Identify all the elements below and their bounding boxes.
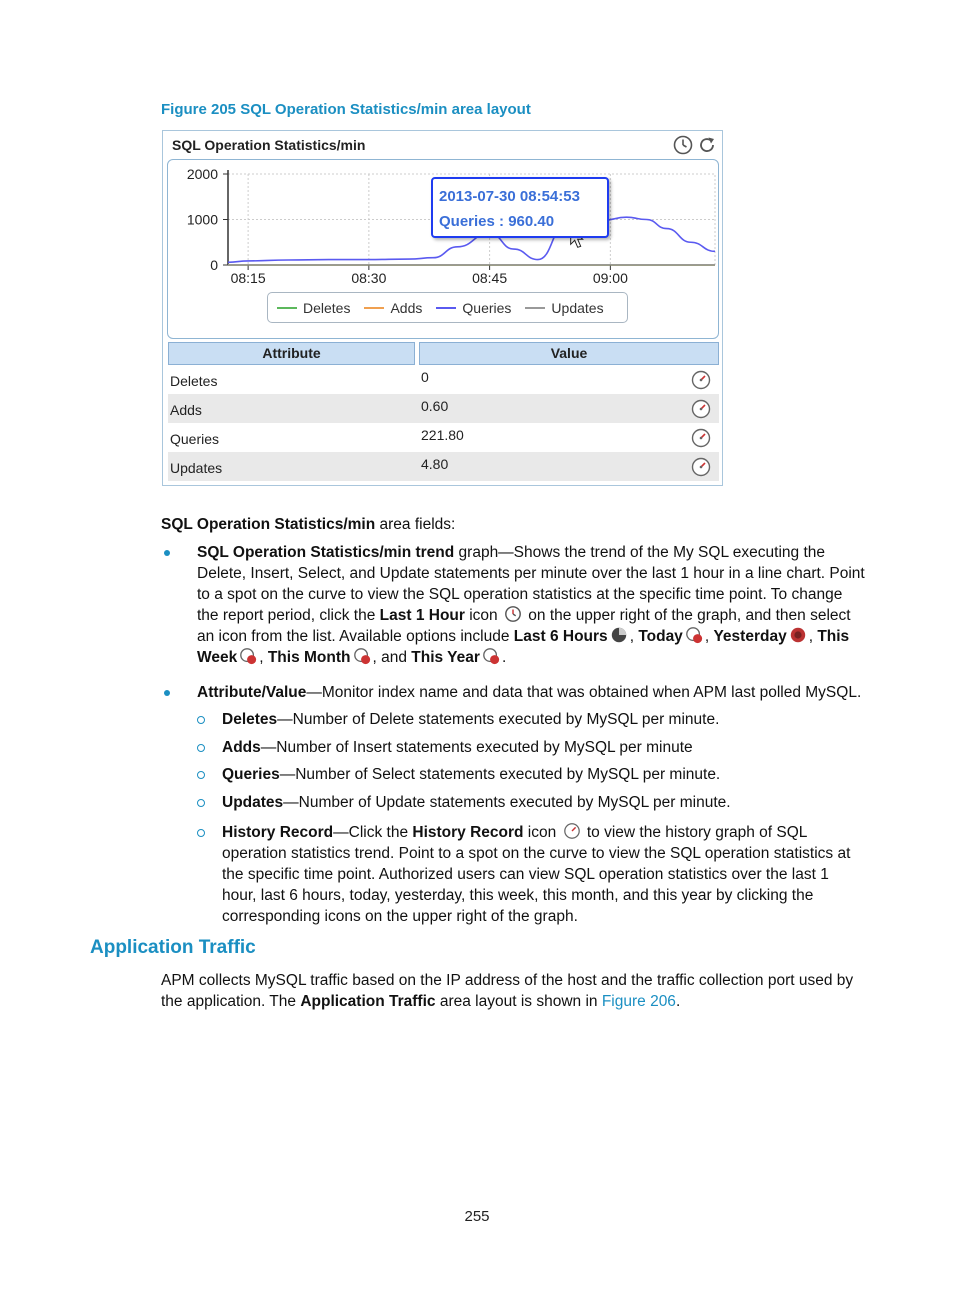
table-row [168,452,719,481]
option-yesterday: Yesterday [713,628,787,645]
chart-area [167,159,719,339]
this-month-icon [353,647,371,665]
sub-queries [222,764,720,785]
last-1-hour-icon [504,605,522,623]
option-today: Today [638,628,683,645]
traffic-text-3: . [675,993,681,1010]
sub-deletes-bold: Deletes [222,711,278,728]
history-record-icon[interactable] [691,457,711,477]
traffic-paragraph [161,970,871,1012]
this-week-icon [239,647,257,665]
x-tick-label: 09:00 [592,270,628,286]
bullet-trend: SQL Operation Statistics/min trend graph—Shows the trend of the My SQL executing the Delete, Insert, Select, and Update statements per minute over the last 1 hour in a line chart. Point to a spot on the curve to view the SQL operation statistics at the specific time point. To change the report period, click the Last 1 Hour icon on the upper right of the graph, and then select an icon from the list. Available options include Last 6 Hours , Today , Yesterday , This Week , This Month , and This Year . [197,544,865,666]
history-record-icon [563,822,581,840]
row-value [415,452,719,481]
trend-text-3: on the upper right of the graph, and then select an icon from the list. Available options include [197,607,851,645]
history-text-1: —Click the [333,824,413,841]
history-bold-2: History Record [412,824,524,841]
history-text-2: icon [523,824,561,841]
today-icon [685,626,703,644]
widget-title: SQL Operation Statistics/min [172,137,366,153]
sub-bullet [197,744,205,752]
trend-text-2: icon [464,607,502,624]
attr-value-bold: Attribute/Value [197,684,307,701]
x-tick-label: 08:45 [472,270,508,286]
bullet-dot [164,690,170,696]
tooltip-date: 2013-07-30 08:54:53 [439,188,580,205]
option-last-6-hours: Last 6 Hours [513,628,608,645]
x-tick-label: 08:15 [230,270,266,286]
legend-swatch [364,307,384,309]
clock-icon[interactable] [673,135,693,155]
chart-tooltip [431,177,609,238]
legend-label: Deletes [303,299,351,316]
table-row [168,394,719,423]
table-row [168,423,719,452]
history-record-icon[interactable] [691,370,711,390]
sql-stats-widget [162,130,723,486]
traffic-bold: Application Traffic [300,993,436,1010]
trend-text: graph—Shows the trend of the My SQL executing the Delete, Insert, Select, and Update statements per minute over the last 1 hour in a line chart. Point to a spot on the curve to view the SQL operation statistics at the specific time point. To change the report period, click the [197,544,865,624]
fields-intro-rest: area fields: [375,516,456,533]
history-text-3: to view the history graph of SQL operation statistics trend. Point to a spot on the curve to view the SQL operation statistics at the specific time point. Authorized users can view SQL operation statistics over the last 1 hour, last 6 hours, today, yesterday, this week, this month, and this year by clicking the corresponding icons on the upper right of the graph. [222,824,851,925]
value-text: 4.80 [421,456,449,472]
page-number: 255 [464,1208,490,1225]
attribute-table [168,342,719,481]
row-value [415,394,719,423]
legend-item-queries[interactable] [436,300,511,316]
row-value [415,423,719,452]
option-this-year: This Year [411,649,480,666]
traffic-text-2: area layout is shown in [435,993,602,1010]
value-text: 221.80 [421,427,464,443]
value-text: 0 [421,369,429,385]
attr-value-text: —Monitor index name and data that was obtained when APM last polled MySQL. [306,684,862,701]
legend-swatch [436,307,456,309]
sub-adds [222,737,693,758]
x-tick-label: 08:30 [351,270,387,286]
sub-updates-text: —Number of Update statements executed by MySQL per minute. [283,794,731,811]
tooltip-value: Queries : 960.40 [439,213,555,230]
trend-bold: SQL Operation Statistics/min trend [197,544,455,561]
legend-swatch [277,307,297,309]
legend-item-deletes[interactable] [277,300,350,316]
refresh-icon[interactable] [697,135,717,155]
section-heading: Application Traffic [90,937,256,958]
legend-label: Updates [551,299,604,316]
this-year-icon [482,647,500,665]
row-attribute: Updates [170,460,223,476]
traffic-text-1: APM collects MySQL traffic based on the IP address of the host and the traffic collection port used by the application. The [161,972,854,1010]
sub-updates-bold: Updates [222,794,284,811]
option-this-week: This Week [197,628,850,666]
sub-deletes [222,709,719,730]
sub-adds-bold: Adds [222,739,261,756]
y-tick-label: 0 [210,257,218,273]
sub-updates [222,792,731,813]
history-record-icon[interactable] [691,428,711,448]
y-tick-label: 1000 [186,211,218,228]
sub-queries-text: —Number of Select statements executed by MySQL per minute. [279,766,721,783]
bullet-dot [164,550,170,556]
legend-item-updates[interactable] [525,300,603,316]
option-this-month: This Month [267,649,351,666]
figure-caption: Figure 205 SQL Operation Statistics/min area layout [161,101,531,118]
last-hour-label: Last 1 Hour [379,607,465,624]
row-attribute: Queries [170,431,220,447]
y-tick-label: 2000 [186,166,218,182]
sub-bullet [197,716,205,724]
fields-intro-bold: SQL Operation Statistics/min [161,516,376,533]
legend-swatch [525,307,545,309]
sub-bullet [197,771,205,779]
figure-206-link[interactable]: Figure 206 [601,993,676,1010]
legend-label: Queries [462,299,512,316]
value-text: 0.60 [421,398,449,414]
row-attribute: Adds [170,402,202,418]
history-record-icon[interactable] [691,399,711,419]
table-row [168,365,719,394]
last-6-hours-icon [610,626,628,644]
yesterday-icon [789,626,807,644]
row-attribute: Deletes [170,373,218,389]
row-value [415,365,719,394]
fields-intro [161,514,455,535]
history-bold-1: History Record [222,824,334,841]
legend-label: Adds [390,299,423,316]
sub-bullet [197,799,205,807]
sub-adds-text: —Number of Insert statements executed by MySQL per minute [260,739,693,756]
chart-legend [267,292,628,323]
header-attribute: Attribute [168,342,415,365]
sub-history-record [222,822,867,927]
table-header [168,342,719,365]
sub-bullet [197,829,205,837]
options-and: , and [372,649,412,666]
sub-queries-bold: Queries [222,766,280,783]
header-value: Value [419,342,719,365]
legend-item-adds[interactable] [364,300,422,316]
bullet-attribute-value [197,682,877,703]
sub-deletes-text: —Number of Delete statements executed by MySQL per minute. [277,711,720,728]
